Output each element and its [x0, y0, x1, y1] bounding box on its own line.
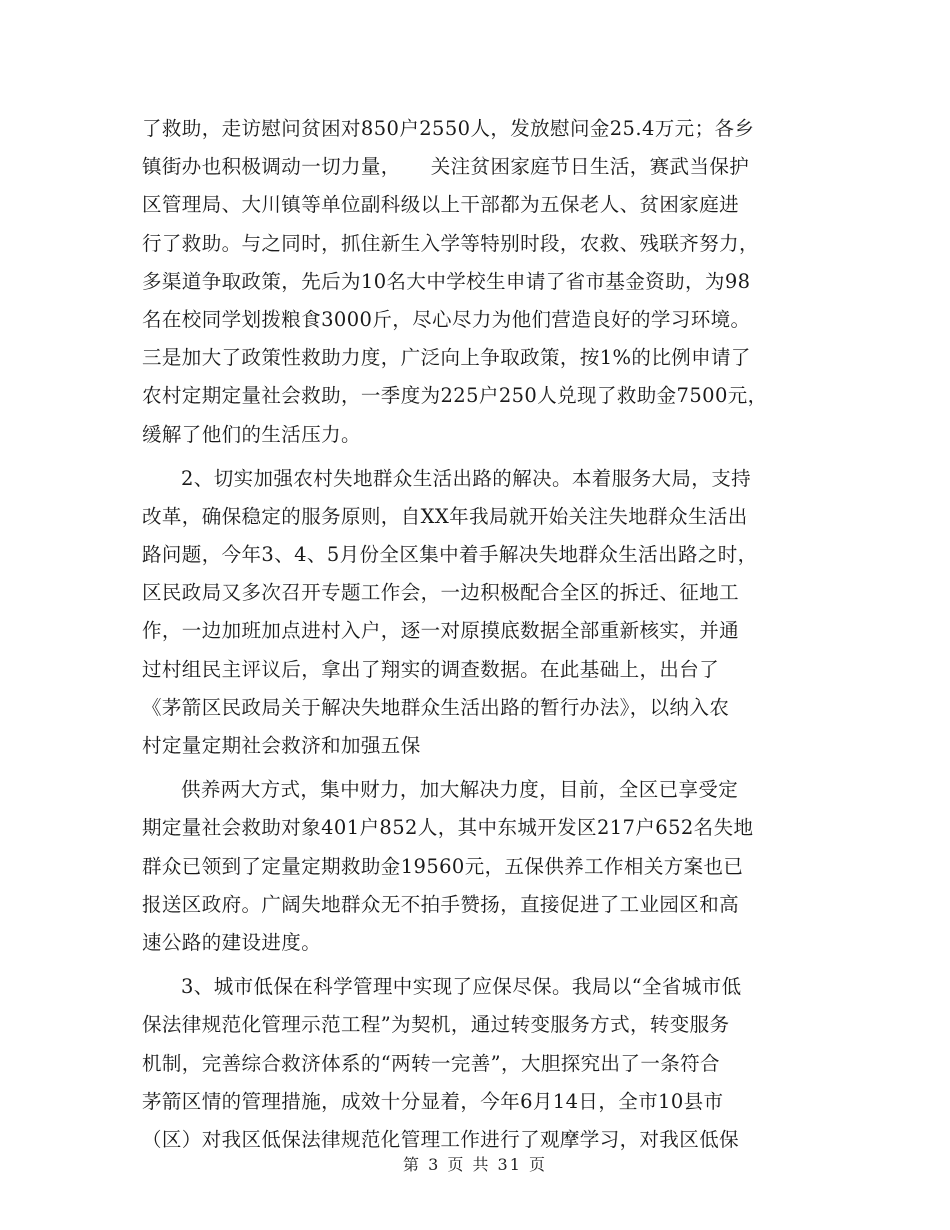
text-line: 茅箭区情的管理措施，成效十分显着，今年6月14日，全市10县市	[142, 1089, 724, 1113]
text-line: 多渠道争取政策，先后为10名大中学校生申请了省市基金资助，为98	[142, 269, 751, 293]
text-line: 路问题，今年3、4、5月份全区集中着手解决失地群众生活出路之时，	[142, 543, 758, 567]
text-line: 行了救助。与之同时，抓住新生入学等特别时段，农救、残联齐努力，	[142, 231, 759, 255]
text-line: 镇街办也积极调动一切力量， 关注贫困家庭节日生活，赛武当保护	[142, 155, 750, 179]
text-line: 区民政局又多次召开专题工作会，一边积极配合全区的拆迁、征地工	[142, 581, 740, 605]
text-line: 报送区政府。广阔失地群众无不拍手赞扬，直接促进了工业园区和高	[142, 892, 740, 916]
text-line: 2、切实加强农村失地群众生活出路的解决。本着服务大局，支持	[181, 466, 752, 490]
text-line: 群众已领到了定量定期救助金19560元，五保供养工作相关方案也已	[142, 854, 744, 878]
document-body	[142, 110, 802, 1159]
text-line: （区）对我区低保法律规范化管理工作进行了观摩学习，对我区低保	[142, 1127, 740, 1151]
text-line: 3、城市低保在科学管理中实现了应保尽保。我局以“全省城市低	[181, 975, 742, 999]
text-line: 《茅箭区民政局关于解决失地群众生活出路的暂行办法》，以纳入农	[142, 695, 730, 719]
text-line: 农村定期定量社会救助，一季度为225户250人兑现了救助金7500元，	[142, 384, 768, 408]
text-line: 三是加大了政策性救助力度，广泛向上争取政策，按1%的比例申请了	[142, 346, 751, 370]
text-line: 期定量社会救助对象401户852人，其中东城开发区217户652名失地	[142, 816, 754, 840]
text-line: 缓解了他们的生活压力。	[142, 422, 361, 446]
text-line: 供养两大方式，集中财力，加大解决力度，目前，全区已享受定	[181, 778, 739, 802]
text-line: 改革，确保稳定的服务原则，自XX年我局就开始关注失地群众生活出	[142, 504, 748, 528]
text-line: 过村组民主评议后，拿出了翔实的调查数据。在此基础上，出台了	[142, 657, 720, 681]
text-line: 了救助，走访慰问贫困对850户2550人，发放慰问金25.4万元；各乡	[142, 117, 755, 140]
text-line: 区管理局、大川镇等单位副科级以上干部都为五保老人、贫困家庭进	[142, 193, 740, 217]
text-line: 速公路的建设进度。	[142, 930, 322, 954]
text-line: 名在校同学划拨粮食3000斤，尽心尽力为他们营造良好的学习环境。	[142, 307, 751, 331]
text-line: 保法律规范化管理示范工程”为契机，通过转变服务方式，转变服务	[142, 1013, 730, 1037]
text-line: 机制，完善综合救济体系的“两转一完善”，大胆探究出了一条符合	[142, 1051, 720, 1075]
page-footer: 第 3 页 共 31 页	[403, 1155, 547, 1174]
text-line: 村定量定期社会救济和加强五保	[142, 734, 421, 757]
text-line: 作，一边加班加点进村入户，逐一对原摸底数据全部重新核实，并通	[142, 619, 740, 643]
